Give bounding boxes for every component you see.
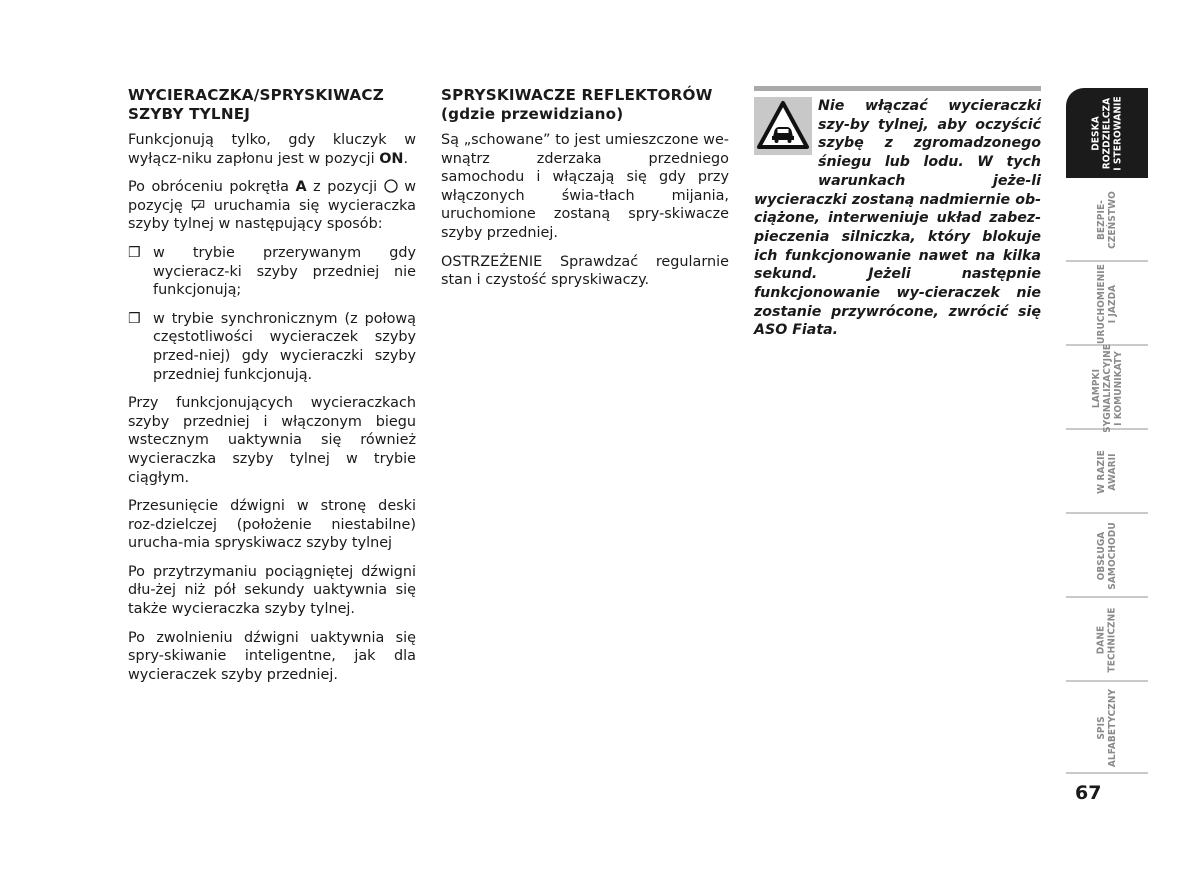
tab-label [1090, 96, 1123, 170]
tab-obsluga[interactable] [1066, 516, 1148, 598]
paragraph-lever-push: Przesunięcie dźwigni w stronę deski roz-dzielczej (położenie niestabilne) urucha-mia spryskiwacz szyby tylnej [128, 498, 416, 552]
tab-label-text: LAMPKI SYGNALIZACYJNE I KOMUNIKATY [1090, 343, 1124, 433]
paragraph-ignition [128, 131, 416, 168]
middle-column [441, 86, 729, 300]
tab-lampki[interactable] [1066, 343, 1148, 433]
text: Po obróceniu pokrętła [128, 179, 296, 196]
tab-label [1096, 264, 1118, 344]
tab-bezpieczenstwo[interactable] [1066, 180, 1148, 262]
tab-deska-rozdzielcza[interactable] [1066, 88, 1148, 178]
warning-text-block [754, 97, 1041, 340]
text: w pozycję [128, 179, 416, 214]
text: Funkcjonują tylko, gdy kluczyk w wyłącz-niku zapłonu jest w pozycji [128, 132, 416, 167]
paragraph-knob [128, 178, 416, 234]
paragraph-hidden-washers: Są „schowane” to jest umieszczone we-wnątrz zderzaka przedniego samochodu i włączają się gdy przy włączonych świa-tłach mijania, uruchomione zostaną spry-skiwacze szyby przedniej. [441, 132, 729, 241]
tab-label [1096, 191, 1118, 249]
section-heading-rear-wiper: WYCIERACZKA/SPRYSKIWACZ SZYBY TYLNEJ [128, 86, 384, 123]
paragraph-warning-check: OSTRZEŻENIE Sprawdzać regularnie stan i czystość spryskiwaczy. [441, 253, 729, 289]
section-heading-headlamp-washers [441, 86, 729, 124]
tab-label-text: BEZPIE- CZEŃSTWO [1095, 191, 1118, 249]
rear-wiper-position-icon [191, 198, 205, 212]
list-item-text: w trybie przerywanym gdy wycieracz-ki szyby przedniej nie funkcjonują; [153, 244, 416, 299]
page-number: 67 [1075, 782, 1102, 804]
tab-dane-techniczne[interactable] [1066, 600, 1148, 682]
tab-label-text: DANE TECHNICZNE [1096, 607, 1118, 673]
tab-label [1096, 689, 1118, 767]
heading-line: (gdzie przewidziano) [441, 105, 624, 123]
tab-label-text: SPIS ALFABETYCZNY [1095, 688, 1118, 768]
circle-position-icon [384, 179, 398, 193]
warning-top-bar [754, 86, 1041, 91]
tab-w-razie-awarii[interactable] [1066, 432, 1148, 514]
heading-line: SPRYSKIWACZE REFLEKTORÓW [441, 86, 713, 104]
bullet-box-icon: ❒ [128, 310, 141, 327]
warning-box [754, 86, 1041, 339]
tab-label [1096, 450, 1118, 494]
warning-text: Nie włączać wycieraczki szy-by tylnej, aby oczyścić szybę z zgromadzonego śniegu lub lodu. W tych warunkach jeże-li wycieraczki zostaną nadmiernie ob-ciążone, interweniuje układ zabez-pieczenia silniczka, który blokuje ich funkcjonowanie nawet na kilka sekund. Jeżeli następnie funkcjonowanie wy-cieraczek nie zostanie przywrócone, zwrócić się ASO Fiata. [754, 98, 1041, 339]
tab-spis-alfabetyczny[interactable] [1066, 684, 1148, 774]
float-spacer [754, 97, 818, 172]
paragraph-reverse-gear: Przy funkcjonujących wycieraczkach szyby przedniej i włączonym biegu wstecznym uaktywnia się również wycieraczka szyby tylnej w trybie ciągłym. [128, 395, 416, 486]
list-item-text: w trybie synchronicznym (z połową częstotliwości wycieraczek szyby przed-niej) gdy wycieraczki szyby przedniej funkcjonują. [153, 310, 416, 383]
paragraph-lever-release: Po zwolnieniu dźwigni uaktywnia się spry-skiwanie inteligentne, jak dla wycieraczek szyby przedniej. [128, 629, 416, 683]
tab-label [1091, 344, 1124, 433]
tab-label [1096, 607, 1118, 672]
text: . [403, 150, 409, 167]
on-label: ON [379, 150, 404, 167]
tab-label-text: OBSŁUGA SAMOCHODU [1096, 522, 1118, 590]
text: z pozycji [306, 179, 384, 196]
tab-label-text: URUCHOMIENIE I JAZDA [1095, 264, 1118, 344]
bullet-box-icon: ❒ [128, 244, 141, 261]
list-item [128, 244, 416, 300]
tab-label-text: DESKA ROZDZIELCZA I STEROWANIE [1090, 95, 1124, 171]
knob-label: A [295, 179, 307, 196]
paragraph-lever-hold: Po przytrzymaniu pociągniętej dźwigni dłu-żej niż pół sekundy uaktywnia się także wycieraczka szyby tylnej. [128, 563, 416, 618]
list-item [128, 310, 416, 384]
tab-uruchomienie[interactable] [1066, 264, 1148, 346]
text: uruchamia się wycieraczka szyby tylnej w następujący sposób: [128, 197, 416, 233]
tab-label [1096, 522, 1118, 590]
left-column [128, 86, 416, 694]
tab-label-text: W RAZIE AWARII [1095, 450, 1118, 494]
